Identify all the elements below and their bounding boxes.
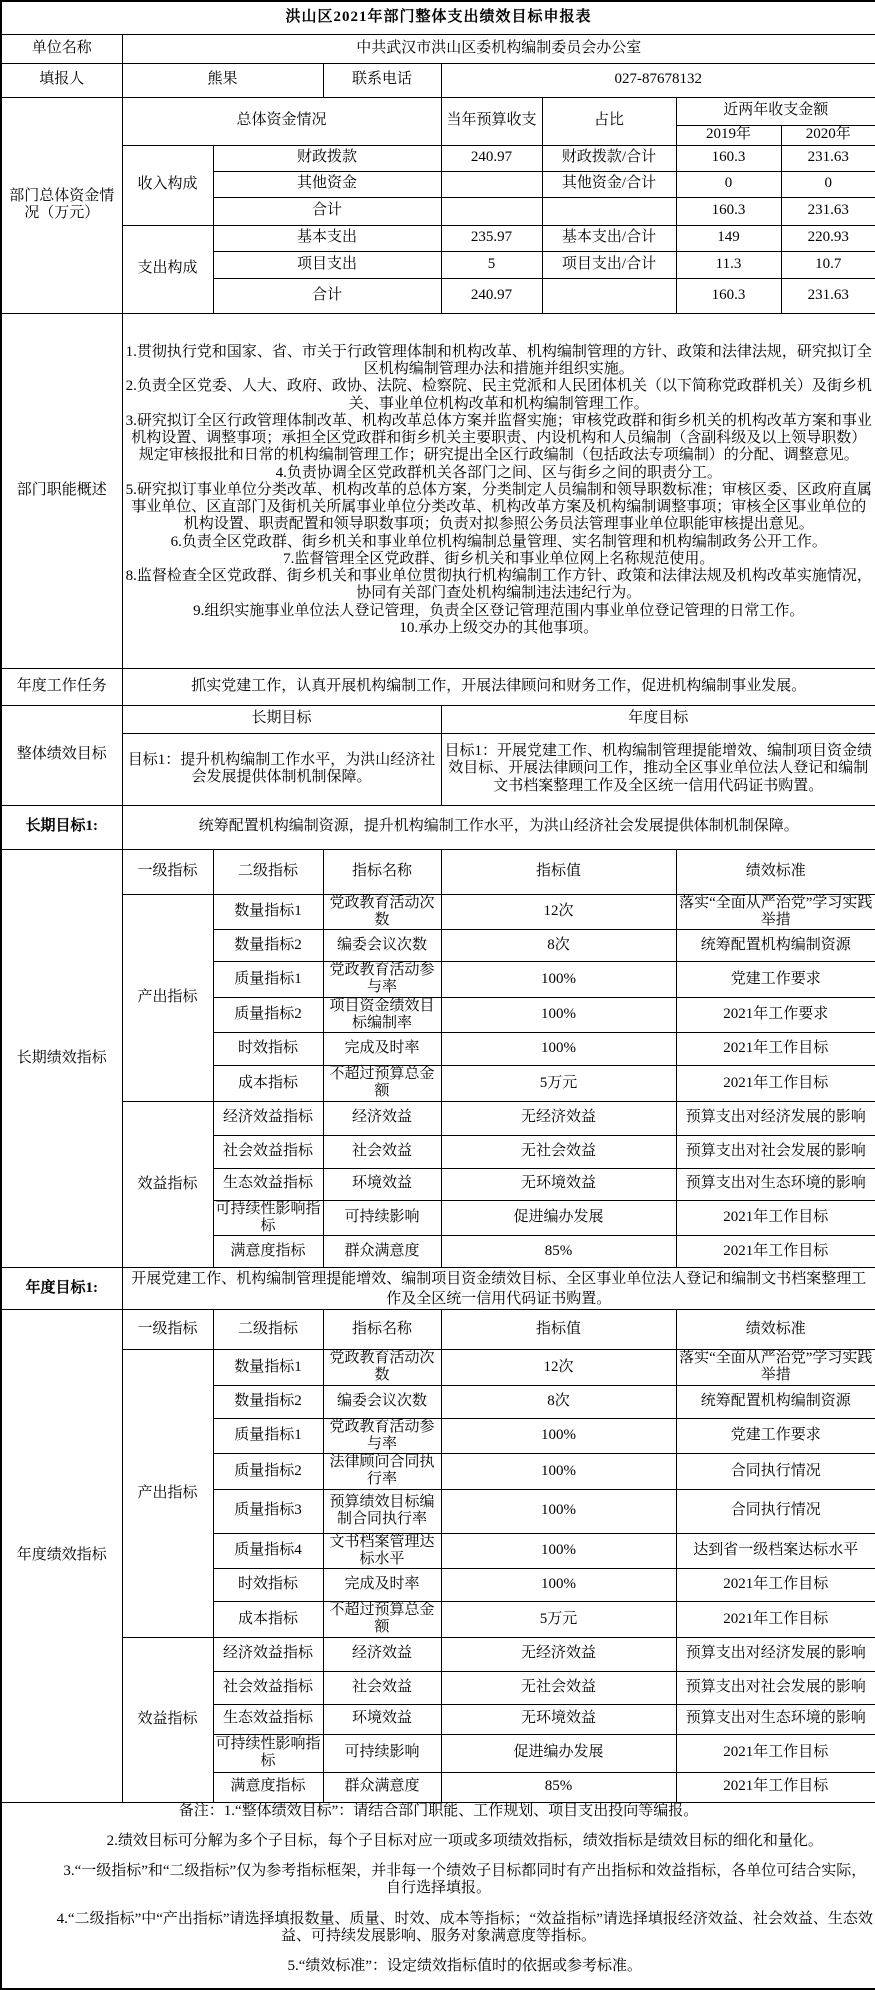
indicator-standard: 落实“全面从严治党”学习实践举措 bbox=[676, 894, 875, 930]
funding-item-name: 其他资金 bbox=[213, 171, 441, 197]
indicator-value: 无环境效益 bbox=[441, 1704, 676, 1734]
indicator-value: 100% bbox=[441, 962, 676, 998]
indicator-name: 党政教育活动次数 bbox=[323, 1350, 441, 1386]
indicator-l2: 成本指标 bbox=[213, 1066, 323, 1102]
indicator-standard: 党建工作要求 bbox=[676, 1418, 875, 1454]
indicator-l2: 可持续性影响指标 bbox=[213, 1200, 323, 1236]
function-line: 10.承办上级交办的其他事项。 bbox=[399, 619, 599, 636]
indicator-standard: 2021年工作目标 bbox=[676, 1033, 875, 1066]
funding-row bbox=[1, 225, 875, 251]
indicator-value: 100% bbox=[441, 1569, 676, 1602]
indicator-name: 经济效益 bbox=[323, 1101, 441, 1135]
form-title: 洪山区2021年部门整体支出绩效目标申报表 bbox=[1, 1, 875, 34]
indicator-value: 100% bbox=[441, 1489, 676, 1533]
notes-section bbox=[1, 1802, 875, 1989]
indicator-standard: 2021年工作目标 bbox=[676, 1200, 875, 1236]
indicator-standard: 预算支出对社会发展的影响 bbox=[676, 1671, 875, 1704]
indicator-name: 党政教育活动参与率 bbox=[323, 962, 441, 998]
funding-item-name: 财政拨款 bbox=[213, 145, 441, 171]
phone-label: 联系电话 bbox=[323, 63, 441, 97]
col-header-l2: 二级指标 bbox=[213, 849, 323, 894]
indicator-l2: 满意度指标 bbox=[213, 1772, 323, 1802]
indicator-row bbox=[1, 1637, 875, 1671]
indicator-l2: 数量指标1 bbox=[213, 894, 323, 930]
funding-year-2019: 2019年 bbox=[676, 125, 781, 145]
funding-budget-value: 240.97 bbox=[441, 145, 542, 171]
indicator-value: 8次 bbox=[441, 930, 676, 962]
indicator-l2: 时效指标 bbox=[213, 1569, 323, 1602]
col-header-name: 指标名称 bbox=[323, 849, 441, 894]
funding-2020-value: 231.63 bbox=[781, 197, 875, 225]
function-line: 6.负责全区党政群、街乡机关和事业单位机构编制总量管理、实名制管理和机构编制政务公开工作。 bbox=[170, 533, 827, 550]
indicator-l2: 生态效益指标 bbox=[213, 1168, 323, 1200]
note-line: 4.“二级指标”中“产出指标”请选择填报数量、质量、时效、成本等指标；“效益指标”请选择填报经济效益、社会效益、生态效益、可持续发展影响、服务对象满意度等指标。 bbox=[56, 1910, 873, 1944]
funding-2019-value: 160.3 bbox=[676, 197, 781, 225]
indicator-name: 完成及时率 bbox=[323, 1569, 441, 1602]
function-line: 7.监督管理全区党政群、街乡机关和事业单位网上名称规范使用。 bbox=[283, 550, 715, 567]
funding-2019-value: 149 bbox=[676, 225, 781, 251]
funding-ratio-name bbox=[542, 197, 676, 225]
indicator-standard: 党建工作要求 bbox=[676, 962, 875, 998]
indicator-value: 100% bbox=[441, 997, 676, 1033]
indicator-standard: 2021年工作目标 bbox=[676, 1772, 875, 1802]
indicator-name: 环境效益 bbox=[323, 1704, 441, 1734]
indicator-name: 党政教育活动次数 bbox=[323, 894, 441, 930]
indicator-l2: 满意度指标 bbox=[213, 1236, 323, 1268]
indicator-l2: 时效指标 bbox=[213, 1033, 323, 1066]
funding-budget-value bbox=[441, 197, 542, 225]
benefit-group-label: 效益指标 bbox=[122, 1637, 213, 1802]
indicator-l2: 可持续性影响指标 bbox=[213, 1734, 323, 1772]
indicator-value: 促进编办发展 bbox=[441, 1200, 676, 1236]
indicator-standard: 2021年工作目标 bbox=[676, 1734, 875, 1772]
indicator-value: 85% bbox=[441, 1772, 676, 1802]
indicator-name: 环境效益 bbox=[323, 1168, 441, 1200]
indicator-l2: 质量指标1 bbox=[213, 1418, 323, 1454]
annual-goal-1-text: 开展党建工作、机构编制管理提能增效、编制项目资金绩效目标、全区事业单位法人登记和编制文书档案整理工作及全区统一信用代码证书购置。 bbox=[122, 1268, 875, 1310]
annual-task-label: 年度工作任务 bbox=[1, 668, 122, 705]
indicator-value: 无社会效益 bbox=[441, 1671, 676, 1704]
indicator-name: 社会效益 bbox=[323, 1135, 441, 1168]
indicator-standard: 2021年工作目标 bbox=[676, 1569, 875, 1602]
funding-ratio-header: 占比 bbox=[542, 97, 676, 145]
indicator-value: 85% bbox=[441, 1236, 676, 1268]
indicator-value: 无环境效益 bbox=[441, 1168, 676, 1200]
indicator-l2: 质量指标2 bbox=[213, 997, 323, 1033]
funding-2020-value: 0 bbox=[781, 171, 875, 197]
indicator-standard: 2021年工作目标 bbox=[676, 1236, 875, 1268]
funding-ratio-name: 基本支出/合计 bbox=[542, 225, 676, 251]
benefit-group-label: 效益指标 bbox=[122, 1101, 213, 1268]
indicator-name: 不超过预算总金额 bbox=[323, 1602, 441, 1638]
indicator-name: 法律顾问合同执行率 bbox=[323, 1454, 441, 1490]
indicator-l2: 成本指标 bbox=[213, 1602, 323, 1638]
funding-year-2020: 2020年 bbox=[781, 125, 875, 145]
indicator-value: 无经济效益 bbox=[441, 1101, 676, 1135]
col-header-standard: 绩效标准 bbox=[676, 849, 875, 894]
funding-budget-value: 235.97 bbox=[441, 225, 542, 251]
funding-ratio-name: 财政拨款/合计 bbox=[542, 145, 676, 171]
phone-value: 027-87678132 bbox=[441, 63, 875, 97]
unit-name-value: 中共武汉市洪山区委机构编制委员会办公室 bbox=[122, 34, 875, 63]
indicator-value: 促进编办发展 bbox=[441, 1734, 676, 1772]
indicator-standard: 预算支出对经济发展的影响 bbox=[676, 1637, 875, 1671]
indicator-standard: 2021年工作要求 bbox=[676, 997, 875, 1033]
col-header-value: 指标值 bbox=[441, 1310, 676, 1350]
indicator-value: 无社会效益 bbox=[441, 1135, 676, 1168]
indicator-standard: 2021年工作目标 bbox=[676, 1066, 875, 1102]
indicator-value: 100% bbox=[441, 1033, 676, 1066]
indicator-row bbox=[1, 1350, 875, 1386]
indicator-l2: 生态效益指标 bbox=[213, 1704, 323, 1734]
funding-row bbox=[1, 145, 875, 171]
indicator-value: 12次 bbox=[441, 1350, 676, 1386]
col-header-value: 指标值 bbox=[441, 849, 676, 894]
expense-group-label: 支出构成 bbox=[122, 225, 213, 313]
indicator-row bbox=[1, 894, 875, 930]
indicator-l2: 质量指标2 bbox=[213, 1454, 323, 1490]
function-line: 2.负责全区党委、人大、政府、政协、法院、检察院、民主党派和人民团体机关（以下简称党政群机关）及街乡机关、事业单位机构改革和机构编制管理工作。 bbox=[125, 378, 872, 412]
indicator-standard: 落实“全面从严治党”学习实践举措 bbox=[676, 1350, 875, 1386]
funding-budget-value bbox=[441, 171, 542, 197]
output-group-label: 产出指标 bbox=[122, 894, 213, 1101]
funding-item-name: 项目支出 bbox=[213, 251, 441, 278]
function-line: 5.研究拟订事业单位分类改革、机构改革的总体方案，分类制定人员编制和领导职数标准；审核区委、区政府直属事业单位、区直部门及街机关所属事业单位分类改革、机构改革方案及机构编制调整事项；审核全区事业单位的机构设置、职责配置和领导职数事项；负责对拟参照公务员法管理事业单位职能审核提出意见。 bbox=[125, 481, 872, 533]
note-line: 2.绩效目标可分解为多个子目标，每个子目标对应一项或多项绩效指标，绩效指标是绩效目标的细化和量化。 bbox=[106, 1832, 823, 1849]
note-line: 5.“绩效标准”：设定绩效指标值时的依据或参考标准。 bbox=[287, 1958, 643, 1974]
indicator-name: 可持续影响 bbox=[323, 1734, 441, 1772]
function-line: 1.贯彻执行党和国家、省、市关于行政管理体制和机构改革、机构编制管理的方针、政策和法律法规，研究拟订全区机构编制管理办法和措施并组织实施。 bbox=[125, 343, 872, 378]
indicator-name: 不超过预算总金额 bbox=[323, 1066, 441, 1102]
indicator-value: 100% bbox=[441, 1454, 676, 1490]
funding-ratio-name: 项目支出/合计 bbox=[542, 251, 676, 278]
funding-ratio-name bbox=[542, 278, 676, 313]
indicator-l2: 数量指标2 bbox=[213, 1385, 323, 1418]
funding-2019-value: 160.3 bbox=[676, 278, 781, 313]
col-header-standard: 绩效标准 bbox=[676, 1310, 875, 1350]
funding-2020-value: 10.7 bbox=[781, 251, 875, 278]
col-header-l1: 一级指标 bbox=[122, 1310, 213, 1350]
indicator-name: 群众满意度 bbox=[323, 1772, 441, 1802]
indicator-standard: 统筹配置机构编制资源 bbox=[676, 1385, 875, 1418]
indicator-row bbox=[1, 1101, 875, 1135]
long-goal-1-text: 统筹配置机构编制资源，提升机构编制工作水平，为洪山经济社会发展提供体制机制保障。 bbox=[122, 805, 875, 849]
indicator-name: 社会效益 bbox=[323, 1671, 441, 1704]
indicator-standard: 合同执行情况 bbox=[676, 1454, 875, 1490]
long-table-label: 长期绩效指标 bbox=[1, 849, 122, 1268]
indicator-standard: 统筹配置机构编制资源 bbox=[676, 930, 875, 962]
indicator-standard: 预算支出对生态环境的影响 bbox=[676, 1704, 875, 1734]
indicator-value: 12次 bbox=[441, 894, 676, 930]
annual-goal-1-label: 年度目标1: bbox=[1, 1268, 122, 1310]
funding-2020-value: 220.93 bbox=[781, 225, 875, 251]
indicator-value: 5万元 bbox=[441, 1066, 676, 1102]
indicator-standard: 预算支出对经济发展的影响 bbox=[676, 1101, 875, 1135]
indicator-standard: 合同执行情况 bbox=[676, 1489, 875, 1533]
long-goal-header: 长期目标 bbox=[122, 705, 441, 733]
reporter-label: 填报人 bbox=[1, 63, 122, 97]
function-line: 9.组织实施事业单位法人登记管理，负责全区登记管理范围内事业单位登记管理的日常工作。 bbox=[193, 602, 805, 619]
indicator-name: 完成及时率 bbox=[323, 1033, 441, 1066]
funding-2019-value: 11.3 bbox=[676, 251, 781, 278]
indicator-l2: 经济效益指标 bbox=[213, 1101, 323, 1135]
indicator-l2: 质量指标1 bbox=[213, 962, 323, 998]
indicator-l2: 质量指标3 bbox=[213, 1489, 323, 1533]
overall-annual-goal-text: 目标1：开展党建工作、机构编制管理提能增效、编制项目资金绩效目标、开展法律顾问工作，推动全区事业单位法人登记和编制文书档案整理工作及全区统一信用代码证书购置。 bbox=[441, 733, 875, 805]
functions-label: 部门职能概述 bbox=[1, 313, 122, 668]
indicator-name: 编委会议次数 bbox=[323, 1385, 441, 1418]
indicator-name: 党政教育活动参与率 bbox=[323, 1418, 441, 1454]
note-line: 3.“一级指标”和“二级指标”仅为参考指标框架，并非每一个绩效子目标都同时有产出指标和效益指标，各单位可结合实际，自行选择填报。 bbox=[63, 1863, 867, 1897]
overall-long-goal-text: 目标1：提升机构编制工作水平，为洪山经济社会发展提供体制机制保障。 bbox=[122, 733, 441, 805]
indicator-l2: 经济效益指标 bbox=[213, 1637, 323, 1671]
indicator-l2: 社会效益指标 bbox=[213, 1671, 323, 1704]
funding-2019-value: 160.3 bbox=[676, 145, 781, 171]
annual-table-label: 年度绩效指标 bbox=[1, 1310, 122, 1803]
indicator-name: 文书档案管理达标水平 bbox=[323, 1533, 441, 1569]
funding-item-name: 合计 bbox=[213, 197, 441, 225]
funding-item-name: 合计 bbox=[213, 278, 441, 313]
unit-name-label: 单位名称 bbox=[1, 34, 122, 63]
function-line: 4.负责协调全区党政群机关各部门之间、区与街乡之间的职责分工。 bbox=[275, 464, 722, 481]
indicator-value: 100% bbox=[441, 1418, 676, 1454]
indicator-l2: 数量指标2 bbox=[213, 930, 323, 962]
income-group-label: 收入构成 bbox=[122, 145, 213, 225]
indicator-name: 预算绩效目标编制合同执行率 bbox=[323, 1489, 441, 1533]
indicator-value: 5万元 bbox=[441, 1602, 676, 1638]
funding-section-label: 部门总体资金情况（万元） bbox=[1, 97, 122, 313]
indicator-standard: 达到省一级档案达标水平 bbox=[676, 1533, 875, 1569]
reporter-name: 熊果 bbox=[122, 63, 323, 97]
annual-goal-header: 年度目标 bbox=[441, 705, 875, 733]
indicator-name: 经济效益 bbox=[323, 1637, 441, 1671]
indicator-name: 项目资金绩效目标编制率 bbox=[323, 997, 441, 1033]
funding-item-name: 基本支出 bbox=[213, 225, 441, 251]
indicator-name: 群众满意度 bbox=[323, 1236, 441, 1268]
funding-2020-value: 231.63 bbox=[781, 278, 875, 313]
funding-budget-header: 当年预算收支 bbox=[441, 97, 542, 145]
funding-2020-value: 231.63 bbox=[781, 145, 875, 171]
funding-ratio-name: 其他资金/合计 bbox=[542, 171, 676, 197]
funding-overall-header: 总体资金情况 bbox=[122, 97, 441, 145]
indicator-name: 编委会议次数 bbox=[323, 930, 441, 962]
col-header-name: 指标名称 bbox=[323, 1310, 441, 1350]
function-line: 8.监督检查全区党政群、街乡机关和事业单位贯彻执行机构编制工作方针、政策和法律法规及机构改革实施情况，协同有关部门查处机构编制违法违纪行为。 bbox=[125, 568, 872, 602]
functions-text bbox=[122, 313, 875, 668]
indicator-value: 100% bbox=[441, 1533, 676, 1569]
funding-budget-value: 5 bbox=[441, 251, 542, 278]
output-group-label: 产出指标 bbox=[122, 1350, 213, 1638]
indicator-l2: 质量指标4 bbox=[213, 1533, 323, 1569]
note-line: 备注：1.“整体绩效目标”：请结合部门职能、工作规划、项目支出投向等编报。 bbox=[178, 1802, 699, 1819]
col-header-l2: 二级指标 bbox=[213, 1310, 323, 1350]
funding-2019-value: 0 bbox=[676, 171, 781, 197]
overall-goal-label: 整体绩效目标 bbox=[1, 705, 122, 805]
indicator-standard: 预算支出对生态环境的影响 bbox=[676, 1168, 875, 1200]
indicator-standard: 预算支出对社会发展的影响 bbox=[676, 1135, 875, 1168]
long-goal-1-label: 长期目标1: bbox=[1, 805, 122, 849]
indicator-name: 可持续影响 bbox=[323, 1200, 441, 1236]
funding-recent-header: 近两年收支金额 bbox=[676, 97, 875, 125]
indicator-value: 无经济效益 bbox=[441, 1637, 676, 1671]
funding-budget-value: 240.97 bbox=[441, 278, 542, 313]
indicator-l2: 社会效益指标 bbox=[213, 1135, 323, 1168]
col-header-l1: 一级指标 bbox=[122, 849, 213, 894]
indicator-standard: 2021年工作目标 bbox=[676, 1602, 875, 1638]
indicator-l2: 数量指标1 bbox=[213, 1350, 323, 1386]
annual-task-text: 抓实党建工作，认真开展机构编制工作，开展法律顾问和财务工作，促进机构编制事业发展。 bbox=[122, 668, 875, 705]
function-line: 3.研究拟订全区行政管理体制改革、机构改革总体方案并监督实施；审核党政群和街乡机关的机构改革方案和事业机构设置、调整事项；承担全区党政群和街乡机关主要职责、内设机构和人员编制（含副科级及以上领导职数）规定审核报批和日常的机构编制管理工作；研究提出全区行政编制（包括政法专项编制）的分配、调整意见。 bbox=[125, 412, 872, 464]
indicator-value: 8次 bbox=[441, 1385, 676, 1418]
